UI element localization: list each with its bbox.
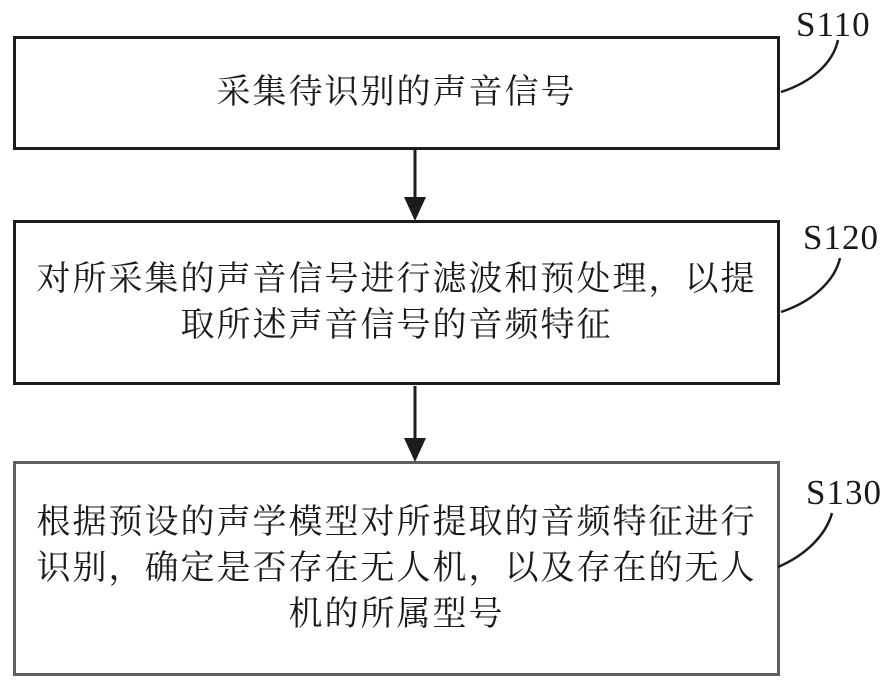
step-s130-text-line-1: 根据预设的声学模型对所提取的音频特征进行 [36,503,757,541]
step-s130-text-line-2: 识别，确定是否存在无人机，以及存在的无人 [36,549,757,587]
step-box-s130 [13,461,780,676]
leader-curve-s110 [781,40,838,92]
leader-curve-s130 [778,513,832,567]
arrow-down-icon-2 [404,386,426,462]
step-label-s110: S110 [796,5,871,44]
step-label-s120: S120 [803,218,879,257]
step-s120-text-line-1: 对所采集的声音信号进行滤波和预处理，以提 [36,260,757,298]
leader-curve-s120 [781,258,840,312]
step-box-s120 [13,220,780,385]
step-box-s110 [13,36,780,150]
step-label-s130: S130 [806,473,882,512]
step-s120-text-line-2: 取所述声音信号的音频特征 [180,306,613,344]
step-s130-text-line-3: 机的所属型号 [288,595,505,633]
step-s110-text-line: 采集待识别的声音信号 [216,74,577,111]
arrow-down-icon-1 [404,150,426,221]
